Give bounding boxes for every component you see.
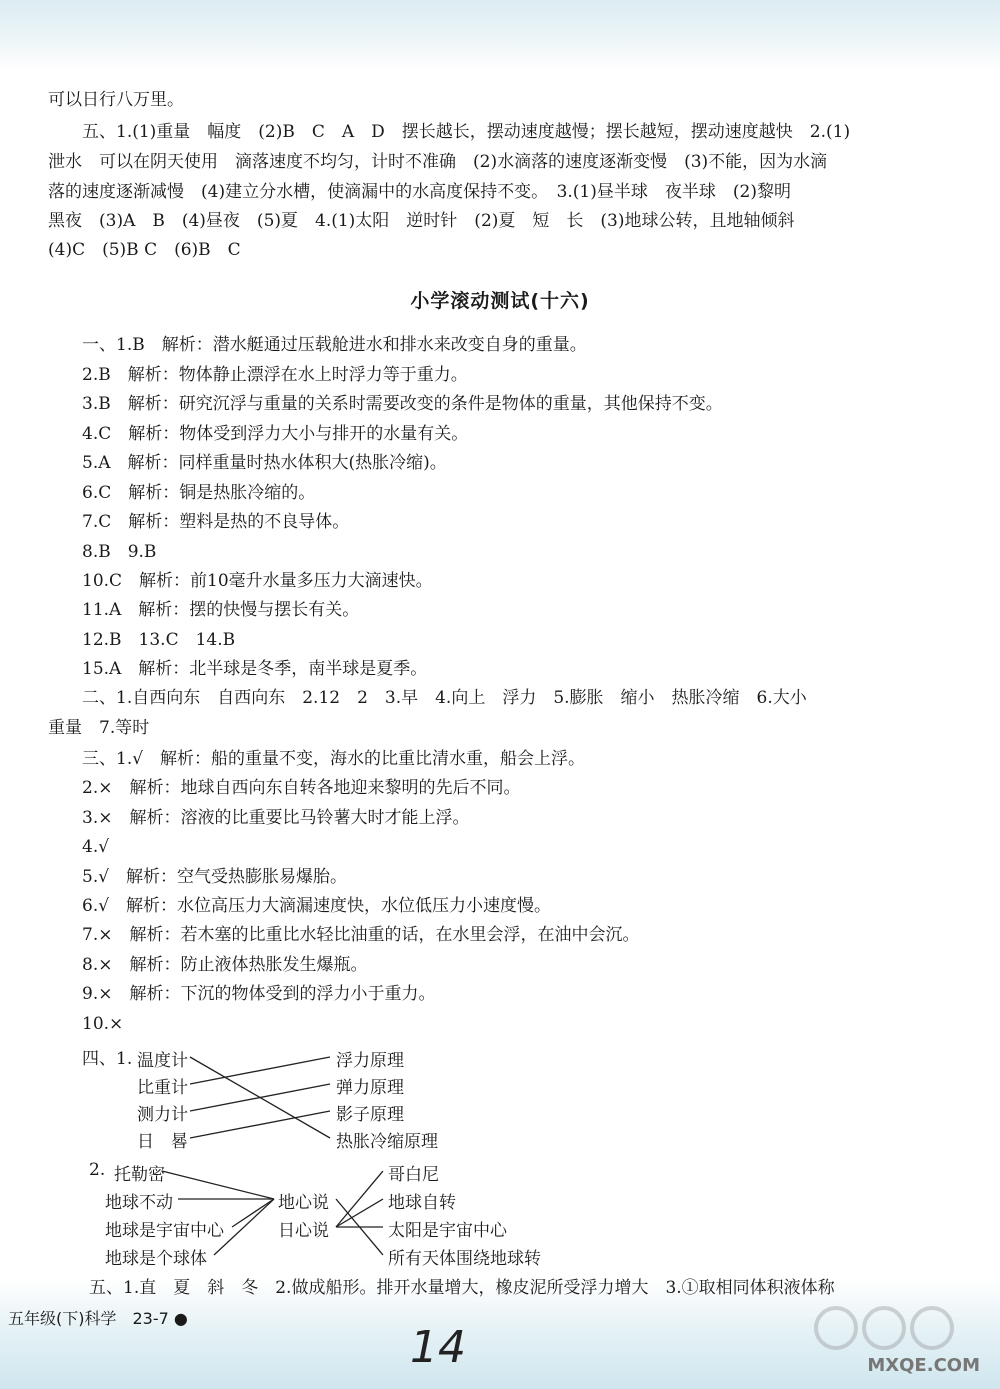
answer-line: 10.C 解析：前10毫升水量多压力大滴速快。 xyxy=(82,571,433,591)
match-line xyxy=(162,1171,274,1199)
answer-line: 7.C 解析：塑料是热的不良导体。 xyxy=(82,512,350,532)
match-left-item: 测力计 xyxy=(137,1105,188,1125)
text-line: 五、1.(1)重量 幅度 (2)B C A D 摆长越长，摆动速度越慢；摆长越短，摆动速度越快 2.(1) xyxy=(82,122,851,142)
answer-line: 3.B 解析：研究沉浮与重量的关系时需要改变的条件是物体的重量，其他保持不变。 xyxy=(82,394,723,414)
match-line xyxy=(190,1084,330,1111)
watermark-text: MXQE.COM xyxy=(867,1355,980,1376)
match-left-item: 地球是个球体 xyxy=(105,1249,207,1269)
page-footer: 五年级(下)科学 23-7 ● xyxy=(8,1309,188,1328)
section-title: 小学滚动测试(十六) xyxy=(410,290,590,312)
match-middle-item: 地心说 xyxy=(278,1193,329,1213)
answer-line: 8.× 解析：防止液体热胀发生爆瓶。 xyxy=(82,955,368,975)
match-prefix: 2. xyxy=(89,1160,106,1180)
match-prefix: 四、1. xyxy=(82,1049,133,1069)
match-middle-item: 日心说 xyxy=(278,1221,329,1241)
answer-line: 3.× 解析：溶液的比重要比马铃薯大时才能上浮。 xyxy=(82,808,470,828)
match-right-item: 哥白尼 xyxy=(388,1165,439,1185)
text-line: 落的速度逐渐减慢 (4)建立分水槽，使滴漏中的水高度保持不变。 3.(1)昼半球 夜半球 (2)黎明 xyxy=(48,182,791,202)
match-right-item: 弹力原理 xyxy=(336,1078,404,1098)
match-line xyxy=(190,1057,330,1084)
answer-line: 二、1.自西向东 自西向东 2.12 2 3.早 4.向上 浮力 5.膨胀 缩小 热胀冷缩 6.大小 xyxy=(82,688,807,708)
text-line: 泄水 可以在阴天使用 滴落速度不均匀，计时不准确 (2)水滴落的速度逐渐变慢 (3)不能，因为水滴 xyxy=(48,152,828,172)
match-line xyxy=(336,1199,383,1227)
answer-line: 5.√ 解析：空气受热膨胀易爆胎。 xyxy=(82,867,348,887)
text-line: 黑夜 (3)A B (4)昼夜 (5)夏 4.(1)太阳 逆时针 (2)夏 短 长 (3)地球公转，且地轴倾斜 xyxy=(48,211,795,231)
answer-line: 12.B 13.C 14.B xyxy=(82,630,236,650)
answer-line: 4.√ xyxy=(82,837,110,857)
answer-line: 8.B 9.B xyxy=(82,542,157,562)
answer-line: 4.C 解析：物体受到浮力大小与排开的水量有关。 xyxy=(82,424,469,444)
answer-line: 五、1.直 夏 斜 冬 2.做成船形。排开水量增大，橡皮泥所受浮力增大 3.①取相同体积液体称 xyxy=(89,1278,835,1298)
answer-line: 9.× 解析：下沉的物体受到的浮力小于重力。 xyxy=(82,984,436,1004)
match-left-item: 地球是宇宙中心 xyxy=(105,1221,224,1241)
match-left-item: 地球不动 xyxy=(105,1193,173,1213)
page-number: 14 xyxy=(410,1322,466,1373)
match-left-item: 温度计 xyxy=(137,1051,188,1071)
match-right-item: 太阳是宇宙中心 xyxy=(388,1221,507,1241)
answer-line: 6.C 解析：铜是热胀冷缩的。 xyxy=(82,483,316,503)
answer-line: 6.√ 解析：水位高压力大滴漏速度快，水位低压力小速度慢。 xyxy=(82,896,552,916)
match-right-item: 地球自转 xyxy=(388,1193,456,1213)
match-right-item: 热胀冷缩原理 xyxy=(336,1132,438,1152)
answer-line: 11.A 解析：摆的快慢与摆长有关。 xyxy=(82,600,360,620)
answer-line: 2.B 解析：物体静止漂浮在水上时浮力等于重力。 xyxy=(82,365,468,385)
match-line xyxy=(336,1171,383,1227)
match-left-item: 比重计 xyxy=(137,1078,188,1098)
answer-line: 5.A 解析：同样重量时热水体积大(热胀冷缩)。 xyxy=(82,453,447,473)
match-left-item: 日 晷 xyxy=(137,1132,188,1152)
match-line xyxy=(190,1111,330,1138)
match-line xyxy=(214,1199,274,1255)
answer-line: 2.× 解析：地球自西向东自转各地迎来黎明的先后不同。 xyxy=(82,778,521,798)
answer-line: 10.× xyxy=(82,1014,124,1034)
match-right-item: 影子原理 xyxy=(336,1105,404,1125)
match-line xyxy=(232,1199,274,1227)
answer-line: 三、1.√ 解析：船的重量不变，海水的比重比清水重，船会上浮。 xyxy=(82,749,586,769)
match-right-item: 浮力原理 xyxy=(336,1051,404,1071)
text-line: (4)C (5)B C (6)B C xyxy=(48,240,241,260)
answer-line: 15.A 解析：北半球是冬季，南半球是夏季。 xyxy=(82,659,428,679)
text-line: 可以日行八万里。 xyxy=(48,90,184,110)
answer-line: 7.× 解析：若木塞的比重比水轻比油重的话，在水里会浮，在油中会沉。 xyxy=(82,925,640,945)
match-left-item: 托勒密 xyxy=(114,1165,165,1185)
match-right-item: 所有天体围绕地球转 xyxy=(388,1249,541,1269)
answer-line: 一、1.B 解析：潜水艇通过压载舱进水和排水来改变自身的重量。 xyxy=(82,335,587,355)
answer-line: 重量 7.等时 xyxy=(48,718,150,738)
